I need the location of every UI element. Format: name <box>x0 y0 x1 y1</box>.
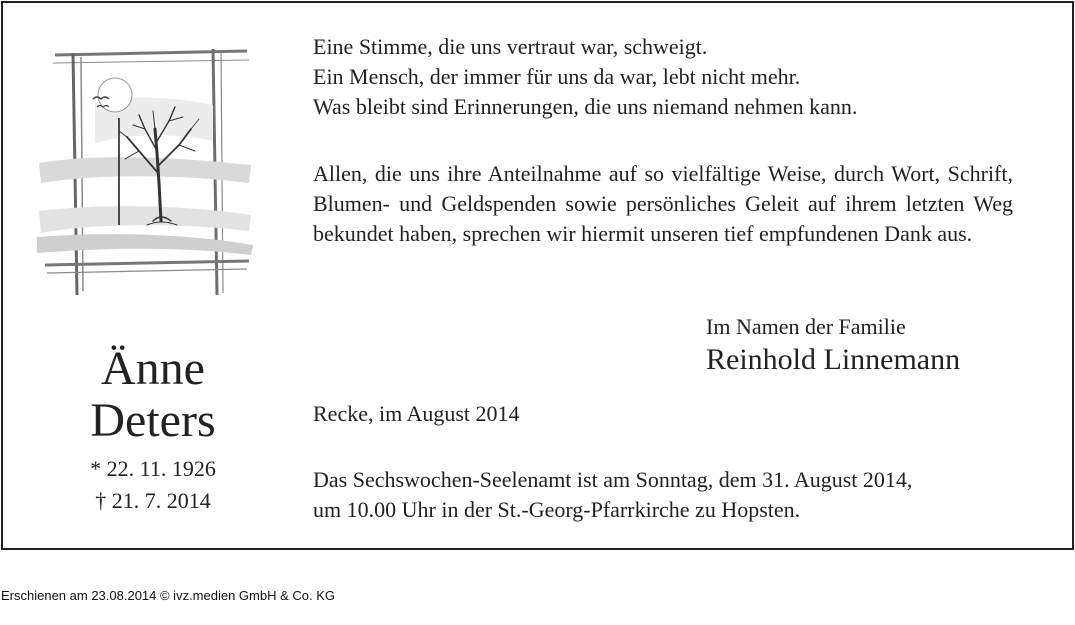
poem-line: Eine Stimme, die uns vertraut war, schweigt. <box>313 34 708 59</box>
thanks-paragraph: Allen, die uns ihre Anteilnahme auf so vielfältige Weise, durch Wort, Schrift, Blumen- und Geldspenden sowie persönliches Geleit auf ihrem letzten Weg bekundet haben, sprechen wir hiermit unseren tief empfundenen Dank aus. <box>313 161 1013 246</box>
mass-line: Das Sechswochen-Seelenamt ist am Sonntag, dem 31. August 2014, <box>313 467 913 492</box>
signature-intro: Im Namen der Familie <box>706 314 906 339</box>
family-signature <box>706 312 960 378</box>
birth-date: * 22. 11. 1926 <box>90 456 216 481</box>
deceased-last-name: Deters <box>90 394 216 447</box>
publication-credit: Erschienen am 23.08.2014 © ivz.medien GmbH & Co. KG <box>1 588 336 603</box>
deceased-name-block <box>33 343 273 517</box>
poem-line: Ein Mensch, der immer für uns da war, lebt nicht mehr. <box>313 64 801 89</box>
place-date: Recke, im August 2014 <box>313 401 520 426</box>
poem-line: Was bleibt sind Erinnerungen, die uns niemand nehmen kann. <box>313 94 858 119</box>
tree-window-sketch-icon <box>35 33 255 303</box>
mass-line: um 10.00 Uhr in der St.-Georg-Pfarrkirche zu Hopsten. <box>313 497 801 522</box>
death-date: † 21. 7. 2014 <box>95 488 211 513</box>
mass-announcement <box>313 465 1013 525</box>
memorial-poem <box>313 32 1013 122</box>
signature-name: Reinhold Linnemann <box>706 343 961 376</box>
deceased-first-name: Änne <box>101 342 205 395</box>
obituary-frame <box>1 1 1074 550</box>
